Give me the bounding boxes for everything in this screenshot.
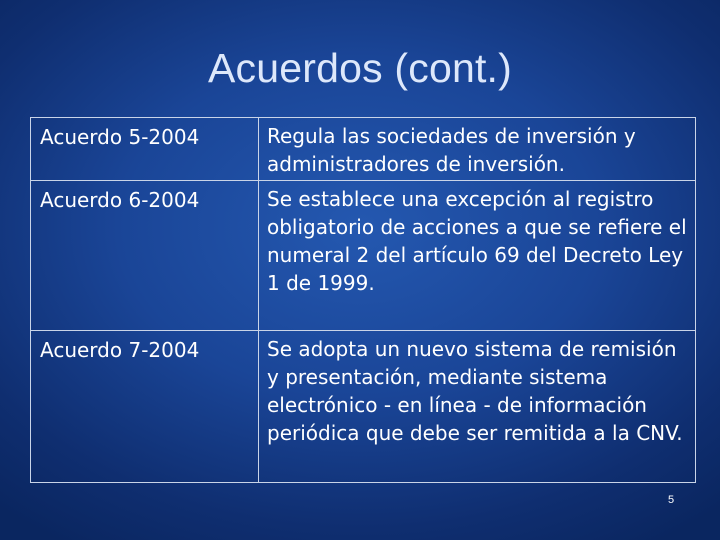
agreement-description: Se adopta un nuevo sistema de remisión y presentación, mediante sistema electrónico - en línea - de información periódica que debe ser remitida a la CNV. xyxy=(259,331,696,483)
slide-title: Acuerdos (cont.) xyxy=(208,45,512,91)
agreement-label: Acuerdo 6-2004 xyxy=(31,181,259,331)
agreement-label: Acuerdo 7-2004 xyxy=(31,331,259,483)
agreement-description: Regula las sociedades de inversión y administradores de inversión. xyxy=(259,118,696,181)
table-row xyxy=(31,181,696,331)
agreements-table xyxy=(30,117,696,483)
agreement-description: Se establece una excepción al registro obligatorio de acciones a que se refiere el numeral 2 del artículo 69 del Decreto Ley 1 de 1999. xyxy=(259,181,696,331)
table-row xyxy=(31,331,696,483)
page-number: 5 xyxy=(668,494,675,506)
table-row xyxy=(31,118,696,181)
agreement-label: Acuerdo 5-2004 xyxy=(31,118,259,181)
